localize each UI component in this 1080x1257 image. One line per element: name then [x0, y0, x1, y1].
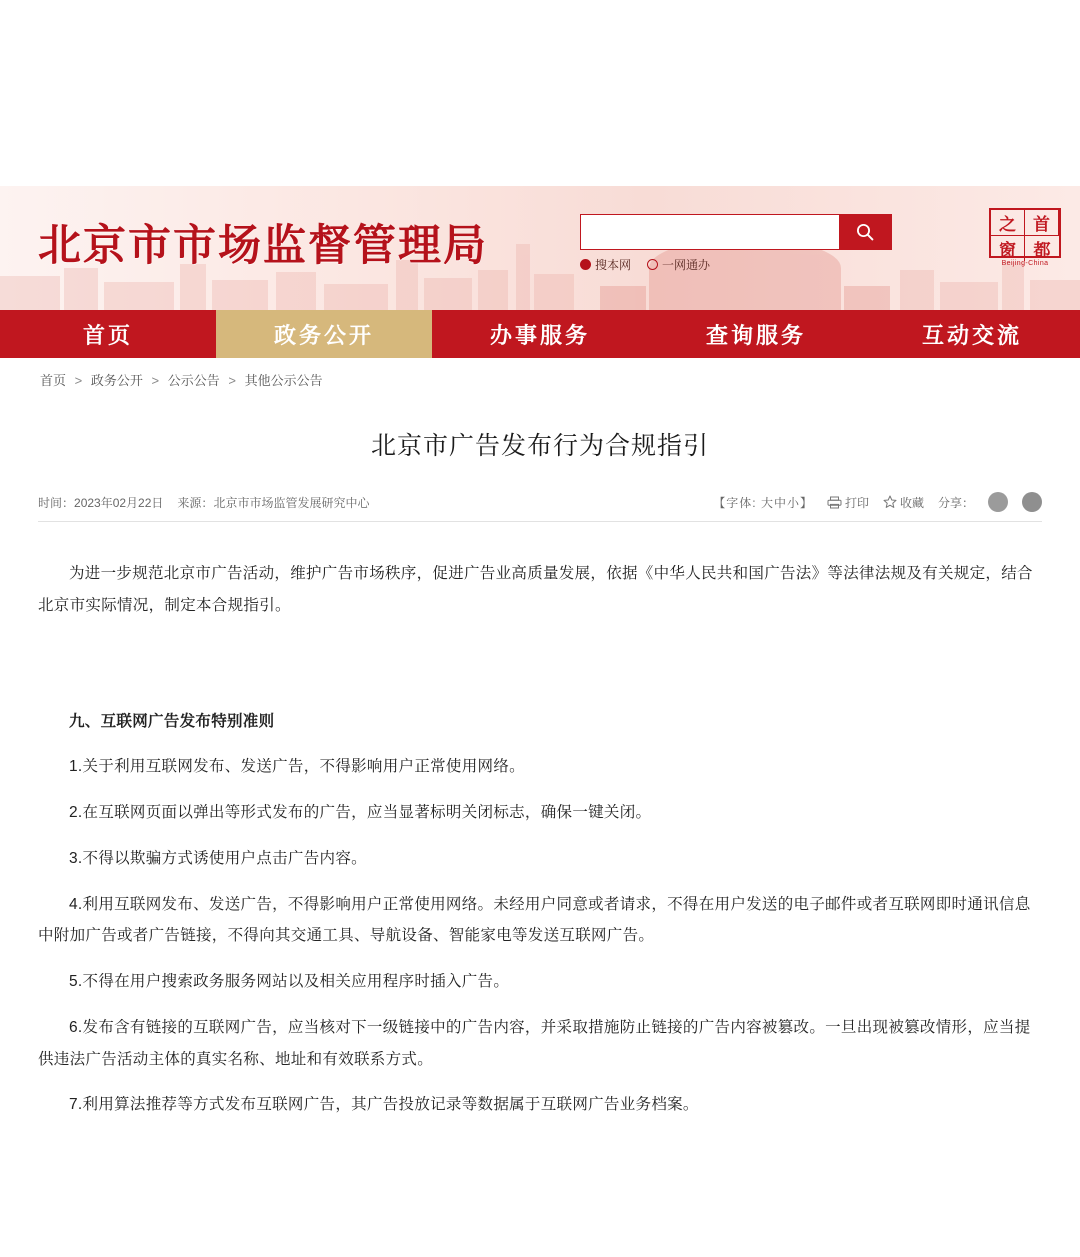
section-item-7: 7.利用算法推荐等方式发布互联网广告，其广告投放记录等数据属于互联网广告业务档案。 [69, 1096, 699, 1114]
nav-item-query[interactable]: 查询服务 [705, 322, 806, 349]
radio-unselected-icon [647, 259, 658, 270]
article-meta-right [713, 492, 1042, 512]
search-area [580, 214, 892, 273]
article-source-label: 来源： [177, 495, 214, 510]
emblem-char-top-right: 首 [1025, 210, 1059, 235]
search-scope-option-service[interactable] [647, 256, 710, 273]
breadcrumb-item-1[interactable]: 政务公开 [90, 373, 143, 388]
search-input[interactable] [581, 215, 839, 249]
emblem-box [989, 208, 1061, 261]
nav-item-services[interactable]: 办事服务 [489, 322, 590, 349]
radio-selected-icon [580, 259, 591, 270]
top-blank-area [0, 0, 1080, 186]
breadcrumb-item-3[interactable]: 其他公示公告 [244, 373, 323, 388]
breadcrumb-item-2[interactable]: 公示公告 [167, 373, 220, 388]
nav-item-government-affairs[interactable]: 政务公开 [216, 310, 432, 358]
search-scope-option-site[interactable] [580, 256, 631, 273]
article-spacer [38, 628, 1042, 706]
article-date [38, 494, 163, 511]
breadcrumb-item-0[interactable]: 首页 [40, 373, 67, 388]
article-date-label: 时间： [38, 495, 75, 510]
emblem-char-top-left: 之 [991, 210, 1025, 235]
font-size-control[interactable]: 【字体: 大中小】 [713, 495, 813, 510]
section-item-6: 6.发布含有链接的互联网广告，应当核对下一级链接中的广告内容，并采取措施防止链接的广告内容被篡改。一旦出现被篡改情形，应当提供违法广告活动主体的真实名称、地址和有效联系方式。 [38, 1018, 1031, 1068]
article-paragraph-intro: 为进一步规范北京市广告活动，维护广告市场秩序，促进广告业高质量发展，依据《中华人民共和国广告法》等法律法规及有关规定，结合北京市实际情况，制定本合规指引。 [38, 565, 1033, 614]
share-weibo-icon[interactable] [1022, 492, 1042, 512]
star-icon [883, 495, 897, 509]
print-button[interactable] [827, 494, 869, 511]
search-scope-label-site: 搜本网 [595, 258, 632, 272]
favorite-button[interactable] [883, 494, 924, 511]
breadcrumb-separator-2: > [228, 373, 236, 388]
page-title: 北京市广告发布行为合规指引 [370, 431, 709, 460]
section-item-3: 3.不得以欺骗方式诱使用户点击广告内容。 [69, 849, 367, 867]
site-title: 北京市市场监督管理局 [38, 221, 488, 271]
print-label: 打印 [844, 495, 869, 510]
search-icon [855, 222, 875, 242]
section-heading: 九、互联网广告发布特别准则 [69, 712, 275, 730]
article-meta-left [38, 494, 369, 511]
breadcrumb-separator-1: > [151, 373, 160, 388]
emblem-caption: Beijing-China [1001, 260, 1049, 267]
favorite-label: 收藏 [899, 495, 924, 510]
emblem-char-bottom-left: 窗 [991, 235, 1025, 261]
article-source [177, 494, 369, 511]
search-scope-label-service: 一网通办 [662, 258, 711, 272]
nav-item-interaction[interactable]: 互动交流 [921, 322, 1022, 349]
article-meta [38, 492, 1042, 522]
section-item-1: 1.关于利用互联网发布、发送广告，不得影响用户正常使用网络。 [69, 758, 525, 776]
site-banner [0, 186, 1080, 310]
main-navigation [0, 310, 1080, 358]
article-date-value: 2023年02月22日 [74, 495, 164, 510]
article-body [38, 558, 1042, 1121]
breadcrumb [0, 358, 1080, 400]
emblem-char-bottom-right: 都 [1025, 235, 1059, 261]
printer-icon [827, 496, 842, 509]
search-button[interactable] [839, 215, 891, 249]
share-label: 分享： [937, 495, 974, 510]
article-source-value: 北京市市场监管发展研究中心 [213, 495, 370, 510]
breadcrumb-separator-0: > [74, 373, 83, 388]
nav-item-home[interactable]: 首页 [82, 322, 133, 349]
section-item-5: 5.不得在用户搜索政务服务网站以及相关应用程序时插入广告。 [69, 973, 510, 991]
search-scope-options [580, 256, 892, 273]
section-item-4: 4.利用互联网发布、发送广告，不得影响用户正常使用网络。未经用户同意或者请求，不得在用户发送的电子邮件或者互联网即时通讯信息中附加广告或者广告链接，不得向其交通工具、导航设备、智能家电等发送互联网广告。 [38, 895, 1031, 945]
beijing-emblem [988, 208, 1062, 272]
search-box[interactable] [580, 214, 892, 250]
share-wechat-icon[interactable] [988, 492, 1008, 512]
article [0, 426, 1080, 1121]
section-item-2: 2.在互联网页面以弹出等形式发布的广告，应当显著标明关闭标志，确保一键关闭。 [69, 804, 652, 822]
